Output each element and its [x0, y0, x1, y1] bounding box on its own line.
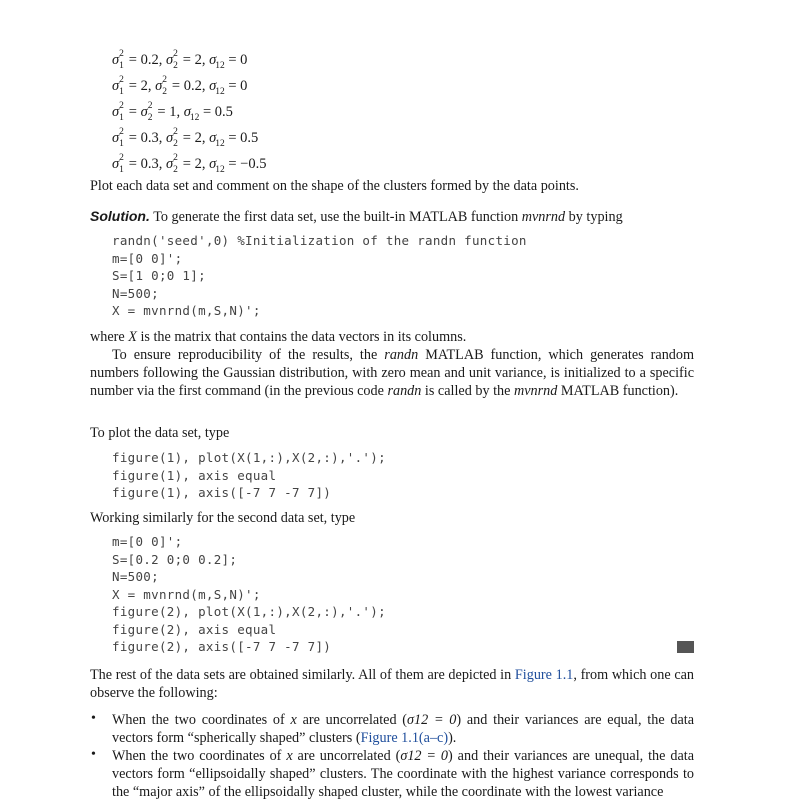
solution-intro: Solution. To generate the first data set, use the built-in MATLAB function mvnrnd by typing — [90, 208, 623, 225]
code-block-1: randn('seed',0) %Initialization of the randn function m=[0 0]'; S=[1 0;0 1]; N=500; X = mvnrnd(m,S,N)'; — [112, 233, 527, 318]
code-block-3: m=[0 0]'; S=[0.2 0;0 0.2]; N=500; X = mvnrnd(m,S,N)'; figure(2), plot(X(1,:),X(2,:),'.'); figure(2), axis equal figure(2), axis([-7 7 -7 7]) — [112, 534, 386, 654]
solution-heading: Solution. — [90, 208, 150, 224]
bullet-marker: • — [91, 711, 96, 726]
reproducibility-paragraph: To ensure reproducibility of the results, the randn MATLAB function, which generates random numbers following the Gaussian distribution, with zero mean and unit variance, is initialized to a specific number via the first command (in the previous code randn is called by the mvnrnd MATLAB function). — [90, 347, 695, 399]
figure-link-a-c[interactable]: Figure 1.1(a–c) — [360, 730, 449, 746]
second-data-set-text: Working similarly for the second data set, type — [90, 510, 356, 526]
data-set-1-params: σ 2 1 = 0.2, σ 2 2 = 2, $\sigma_{12} = 0$ — [112, 49, 248, 71]
rest-paragraph: The rest of the data sets are obtained similarly. All of them are depicted in Figure 1.1, from which one can observe the following: — [90, 667, 695, 701]
data-set-3-params: σ 2 1 = σ 2 2 = 1, $\sigma_{12} = 0.5$ — [112, 101, 233, 123]
plot-text: To plot the data set, type — [90, 425, 230, 441]
figure-link[interactable]: Figure 1.1 — [514, 667, 574, 683]
end-of-solution-marker — [677, 641, 694, 653]
bullet-2: When the two coordinates of x are uncorrelated (σ12 = 0) and their variances are unequal, the data vectors form “ellipsoidally shaped” clusters. The coordinate with the highest variance corresponds to the “major axis” of the ellipsoidally shaped cluster, while the coordinate with the lowest variance — [112, 748, 694, 800]
bullet-marker: • — [91, 747, 96, 762]
plot-instruction: Plot each data set and comment on the shape of the clusters formed by the data points. — [90, 178, 579, 194]
where-sentence: where X is the matrix that contains the data vectors in its columns. — [90, 329, 467, 345]
data-set-5-params: σ 2 1 = 0.3, σ 2 2 = 2, $\sigma_{12} = -0.5$ — [112, 153, 267, 175]
code-block-2: figure(1), plot(X(1,:),X(2,:),'.'); figure(1), axis equal figure(1), axis([-7 7 -7 7]) — [112, 450, 386, 500]
data-set-4-params: σ 2 1 = 0.3, σ 2 2 = 2, $\sigma_{12} = 0.5$ — [112, 127, 259, 149]
data-set-2-params: σ 2 1 = 2, σ 2 2 = 0.2, $\sigma_{12} = 0$ — [112, 75, 248, 97]
bullet-1: When the two coordinates of x are uncorrelated (σ12 = 0) and their variances are equal, the data vectors form “spherically shaped” clusters (Figure 1.1(a–c)). — [112, 712, 695, 746]
